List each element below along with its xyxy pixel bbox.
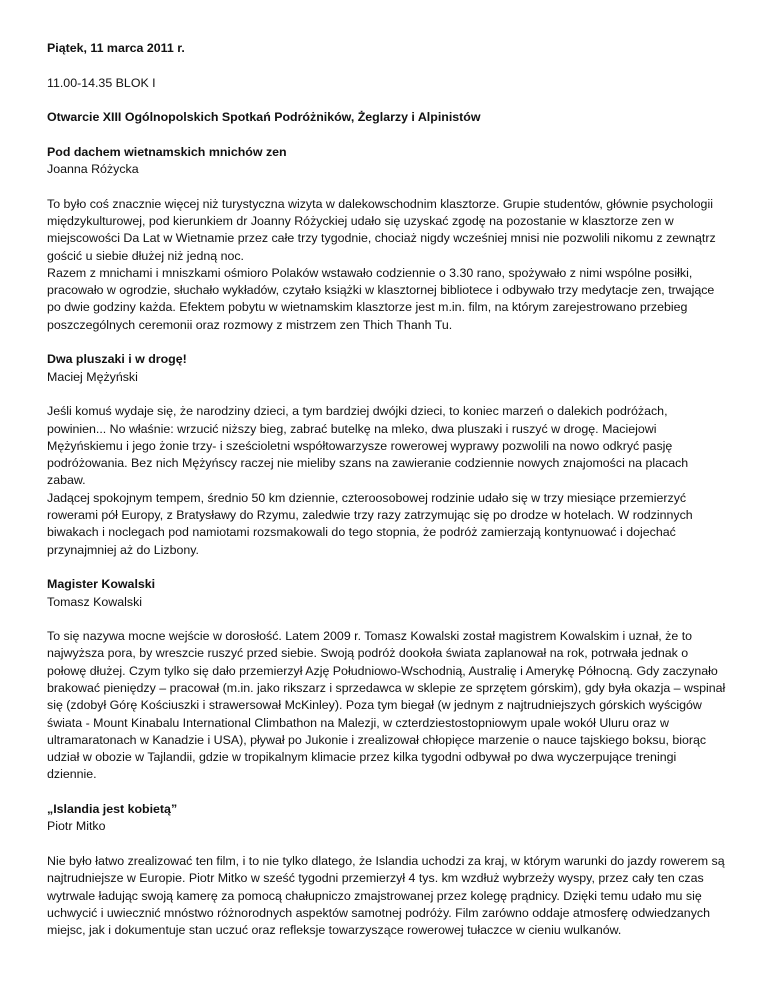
- section-islandia: [47, 801, 728, 939]
- section-kowalski: [47, 576, 728, 784]
- section-paragraph: To było coś znacznie więcej niż turystyczna wizyta w dalekowschodnim klasztorze. Grupie studentów, głównie psychologii międzykulturowej, pod kierunkiem dr Joanny Różyckiej udało się uzyskać zgodę na pozostanie w klasztorze zen w miejscowości Da Lat w Wietnamie przez całe trzy tygodnie, chociaż nigdy wcześniej mnisi nie pozwolili nikomu z zewnątrz gościć u siebie dłużej niż jedną noc.: [47, 196, 716, 263]
- section-author: Tomasz Kowalski: [47, 594, 143, 609]
- section-title: Dwa pluszaki i w drogę!: [47, 352, 187, 367]
- date-heading: Piątek, 11 marca 2011 r.: [47, 41, 185, 55]
- section-paragraph: Jadącej spokojnym tempem, średnio 50 km dziennie, czteroosobowej rodzinie udało się w trzy miesiące przemierzyć rowerami pół Europy, z Bratysławy do Rzymu, zaledwie trzy razy zatrzymując się po drodze w hotelach. W rodzinnych biwakach i noclegach pod namiotami rozsmakowali do tego stopnia, że podróż zamierzają kontynuować i dojechać przynajmniej aż do Lizbony.: [47, 490, 693, 557]
- section-pluszaki: [47, 351, 728, 559]
- section-author: Joanna Różycka: [47, 162, 139, 177]
- section-paragraph: Razem z mnichami i mniszkami ośmioro Polaków wstawało codziennie o 3.30 rano, spożywało z nimi wspólne posiłki, pracowało w ogrodzie, słuchało wykładów, czytało książki w klasztornej bibliotece i odbywało trzy medytacje zen, trwające po dwie godziny każda. Efektem pobytu w wietnamskim klasztorze jest m.in. film, na którym zarejestrowano przebieg poszczególnych ceremonii oraz rozmowy z mistrzem zen Thich Thanh Tu.: [47, 265, 715, 332]
- opening-heading: Otwarcie XIII Ogólnopolskich Spotkań Podróżników, Żeglarzy i Alpinistów: [47, 110, 481, 125]
- section-title: Magister Kowalski: [47, 577, 156, 592]
- time-block: 11.00-14.35 BLOK I: [47, 75, 156, 90]
- section-paragraph: To się nazywa mocne wejście w dorosłość. Latem 2009 r. Tomasz Kowalski został magistrem Kowalskim i uznał, że to najwyższa pora, by wreszcie ruszyć przed siebie. Swoją podróż dookoła świata zaplanował na rok, potrwała jednak o połowę dłużej. Czym tylko się dało przemierzył Azję Południowo-Wschodnią, Australię i Amerykę Północną. Gdy zaczynało brakować pieniędzy – pracował (m.in. jako rikszarz i sprzedawca w sklepie ze sprzętem górskim), gdy była okazja – wspinał się (zdobył Górę Kościuszki i strawersował McKinley). Poza tym biegał (w jednym z najtrudniejszych górskich wyścigów świata - Mount Kinabalu International Climbathon na Malezji, w czterdziestostopniowym upale wokół Uluru oraz w ultramaratonach w Kanadzie i USA), pływał po Jukonie i zrealizował chłopięce marzenie o nauce tajskiego boksu, biorąc udział w obozie w Tajlandii, gdzie w tropikalnym klimacie przez kilka tygodni odbywał po dwa wyczerpujące treningi dziennie.: [47, 629, 726, 782]
- section-title: Pod dachem wietnamskich mnichów zen: [47, 144, 287, 159]
- section-paragraph: Jeśli komuś wydaje się, że narodziny dzieci, a tym bardziej dwójki dzieci, to koniec marzeń o dalekich podróżach, powinien... No właśnie: wrzucić niższy bieg, zabrać butelkę na mleko, dwa pluszaki i ruszyć w drogę. Maciejowi Mężyńskiemu i jego żonie trzy- i sześcioletni współtowarzysze rowerowej wyprawy pozwolili na nowo odkryć pasję podróżowania. Bez nich Mężyńscy raczej nie mieliby szans na zawieranie codziennie nowych znajomości na placach zabaw.: [47, 404, 689, 488]
- section-title: „Islandia jest kobietą”: [47, 802, 178, 817]
- section-author: Maciej Mężyński: [47, 369, 138, 384]
- section-zen: [47, 144, 728, 334]
- section-author: Piotr Mitko: [47, 819, 106, 834]
- section-paragraph: Nie było łatwo zrealizować ten film, i to nie tylko dlatego, że Islandia uchodzi za kraj, w którym warunki do jazdy rowerem są najtrudniejsze w Europie. Piotr Mitko w sześć tygodni przemierzył 4 tys. km wzdłuż wybrzeży wyspy, przez cały ten czas wytrwale ładując swoją kamerę za pomocą chałupniczo zmajstrowanej przez kolegę prądnicy. Dzięki temu udało mu się uchwycić i uwiecznić mnóstwo różnorodnych aspektów samotnej podróży. Film zarówno oddaje atmosferę odwiedzanych miejsc, jak i dokumentuje stan uczuć oraz refleksje towarzyszące rowerowej tułaczce w cieniu wulkanów.: [47, 853, 725, 938]
